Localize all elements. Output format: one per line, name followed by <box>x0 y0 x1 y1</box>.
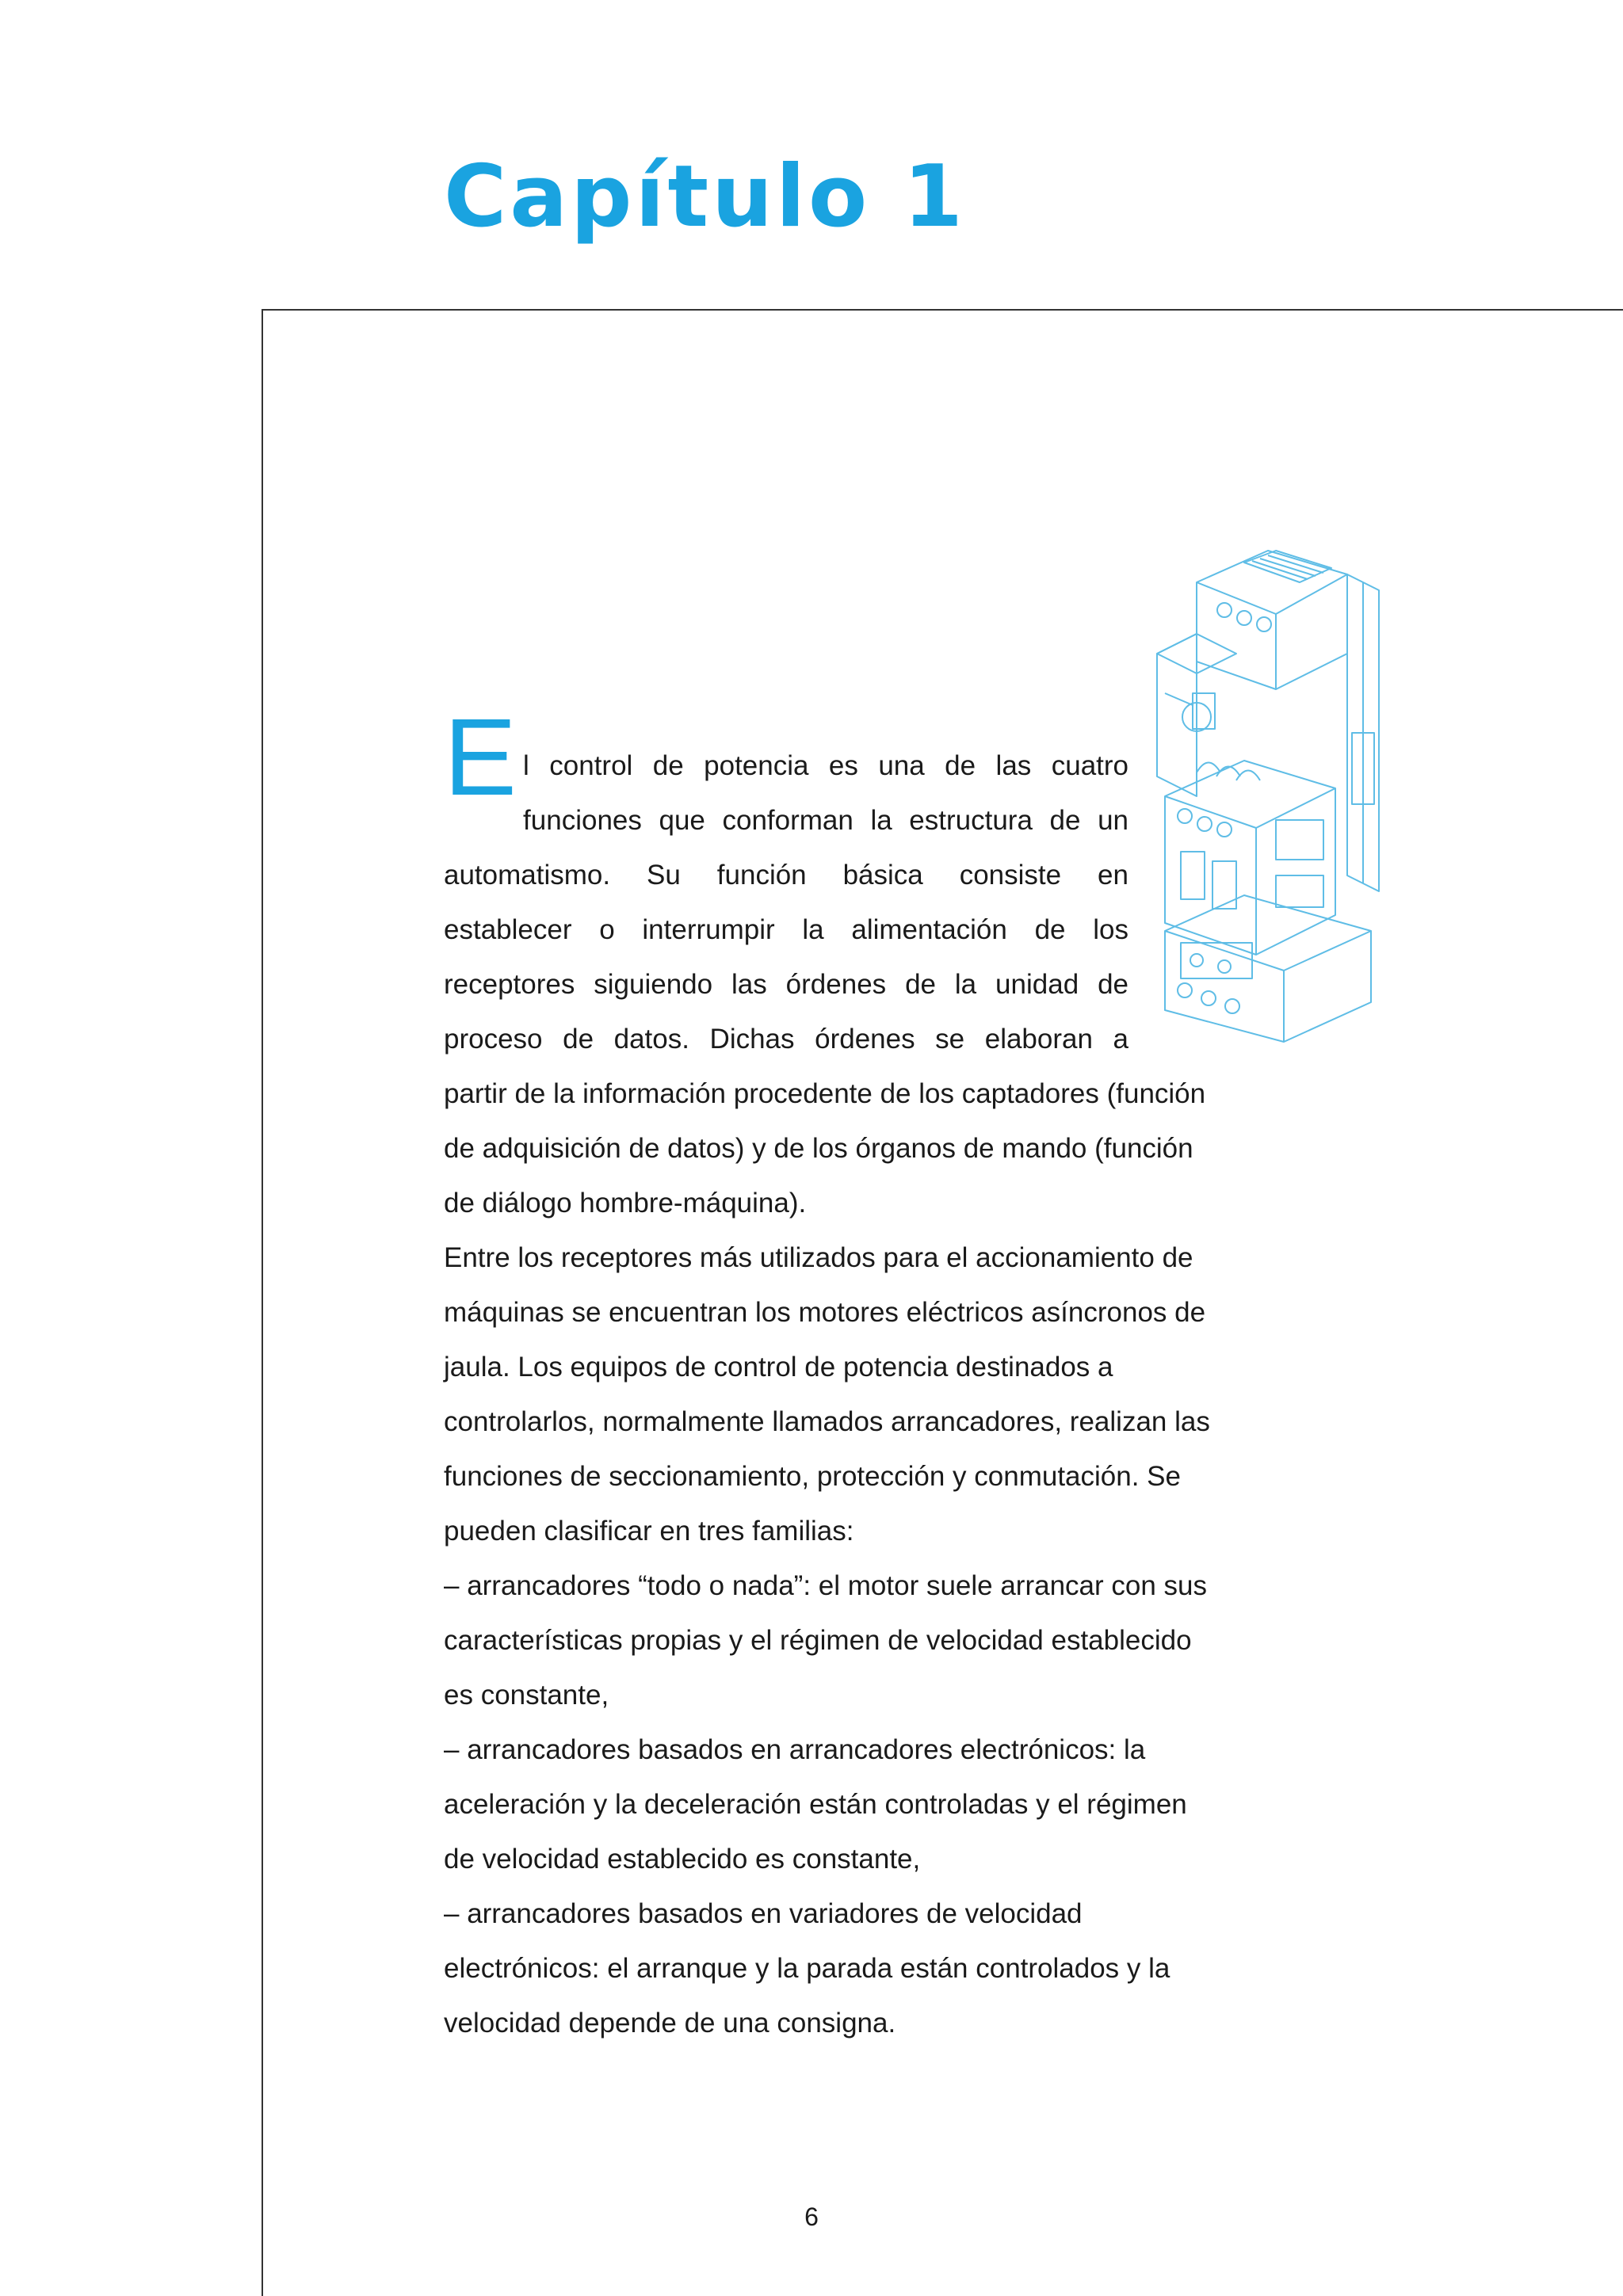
frame-top-rule <box>262 309 1623 311</box>
list-item-line: – arrancadores “todo o nada”: el motor suele arrancar con sus <box>444 1570 1208 1601</box>
list-item-line: de velocidad establecido es constante, <box>444 1844 921 1875</box>
intro-line: receptores siguiendo las órdenes de la unidad de <box>444 969 1128 1000</box>
list-item-line: electrónicos: el arranque y la parada están controlados y la <box>444 1953 1170 1984</box>
page-number: 6 <box>804 2203 819 2231</box>
list-item-line: – arrancadores basados en variadores de velocidad <box>444 1898 1083 1929</box>
intro-line: l control de potencia es una de las cuatro <box>523 750 1128 781</box>
text-line: Entre los receptores más utilizados para el accionamiento de <box>444 1242 1193 1273</box>
drop-cap: E <box>444 696 517 818</box>
body-text <box>444 696 1276 2050</box>
intro-paragraph <box>444 696 1276 1230</box>
text-line: jaula. Los equipos de control de potencia destinados a <box>444 1352 1113 1383</box>
chapter-title: Capítulo 1 <box>444 147 966 246</box>
intro-line: de adquisición de datos) y de los órganos de mando (función <box>444 1133 1193 1164</box>
list-item-line: características propias y el régimen de velocidad establecido <box>444 1625 1192 1656</box>
text-line: controlarlos, normalmente llamados arrancadores, realizan las <box>444 1406 1210 1437</box>
list-item-line: aceleración y la deceleración están controladas y el régimen <box>444 1789 1187 1820</box>
list-item-line: es constante, <box>444 1680 609 1711</box>
intro-line: automatismo. Su función básica consiste en <box>444 860 1128 891</box>
intro-line: de diálogo hombre-máquina). <box>444 1188 807 1219</box>
intro-line: partir de la información procedente de los captadores (función <box>444 1078 1206 1109</box>
list-item-line: – arrancadores basados en arrancadores electrónicos: la <box>444 1734 1146 1765</box>
text-line: pueden clasificar en tres familias: <box>444 1516 854 1547</box>
text-line: máquinas se encuentran los motores eléctricos asíncronos de <box>444 1297 1206 1328</box>
frame-left-rule <box>262 309 263 2296</box>
intro-line: proceso de datos. Dichas órdenes se elaboran a <box>444 1024 1128 1055</box>
intro-line: funciones que conforman la estructura de un <box>523 805 1128 836</box>
list-item-line: velocidad depende de una consigna. <box>444 2008 896 2039</box>
intro-line: establecer o interrumpir la alimentación de los <box>444 914 1128 945</box>
text-line: funciones de seccionamiento, protección y conmutación. Se <box>444 1461 1181 1492</box>
